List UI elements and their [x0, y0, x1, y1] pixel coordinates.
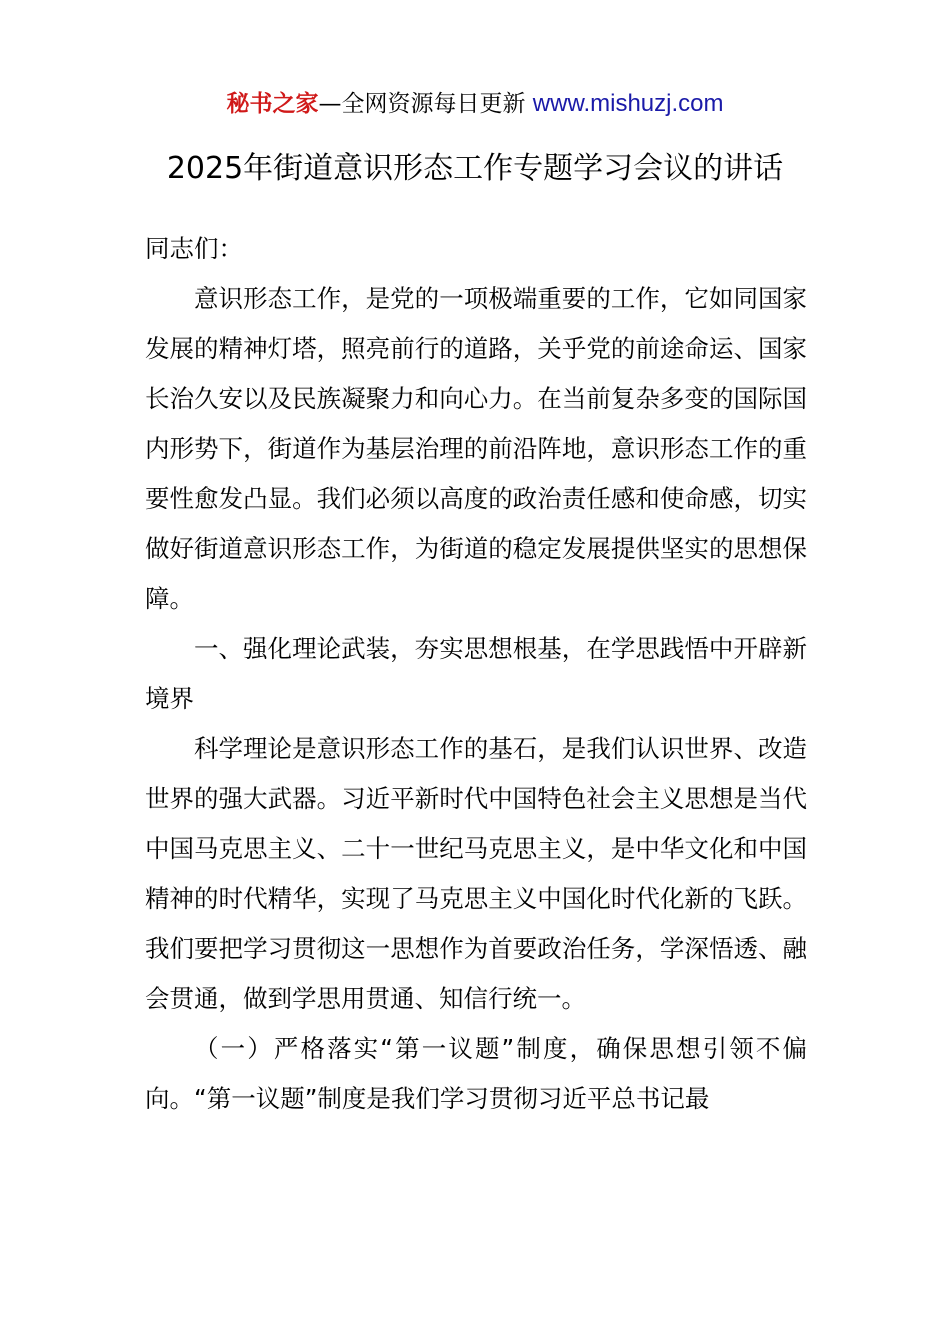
site-url[interactable]: www.mishuzj.com — [532, 90, 724, 117]
site-brand: 秘书之家 — [226, 91, 319, 117]
paragraph-intro: 意识形态工作，是党的一项极端重要的工作，它如同国家发展的精神灯塔，照亮前行的道路，关乎党的前途命运、国家长治久安以及民族凝聚力和向心力。在当前复杂多变的国际国内形势下，街道作为基层治理的前沿阵地，意识形态工作的重要性愈发凸显。我们必须以高度的政治责任感和使命感，切实做好街道意识形态工作，为街道的稳定发展提供坚实的思想保障。 — [145, 284, 807, 613]
section-heading-1: 一、强化理论武装，夯实思想根基，在学思践悟中开辟新境界 — [145, 634, 807, 713]
salutation: 同志们： — [145, 234, 243, 263]
site-header — [0, 86, 950, 122]
document-body — [145, 224, 807, 1124]
paragraph-theory: 科学理论是意识形态工作的基石，是我们认识世界、改造世界的强大武器。习近平新时代中国特色社会主义思想是当代中国马克思主义、二十一世纪马克思主义，是中华文化和中国精神的时代精华，实现了马克思主义中国化时代化新的飞跃。我们要把学习贯彻这一思想作为首要政治任务，学深悟透、融会贯通，做到学思用贯通、知信行统一。 — [145, 734, 807, 1013]
document-title: 2025年街道意识形态工作专题学习会议的讲话 — [166, 151, 784, 186]
paragraph-subsection-1: （一）严格落实“第一议题”制度，确保思想引领不偏向。“第一议题”制度是我们学习贯彻习近平总书记最 — [145, 1034, 807, 1113]
site-tagline: —全网资源每日更新 — [318, 91, 526, 117]
